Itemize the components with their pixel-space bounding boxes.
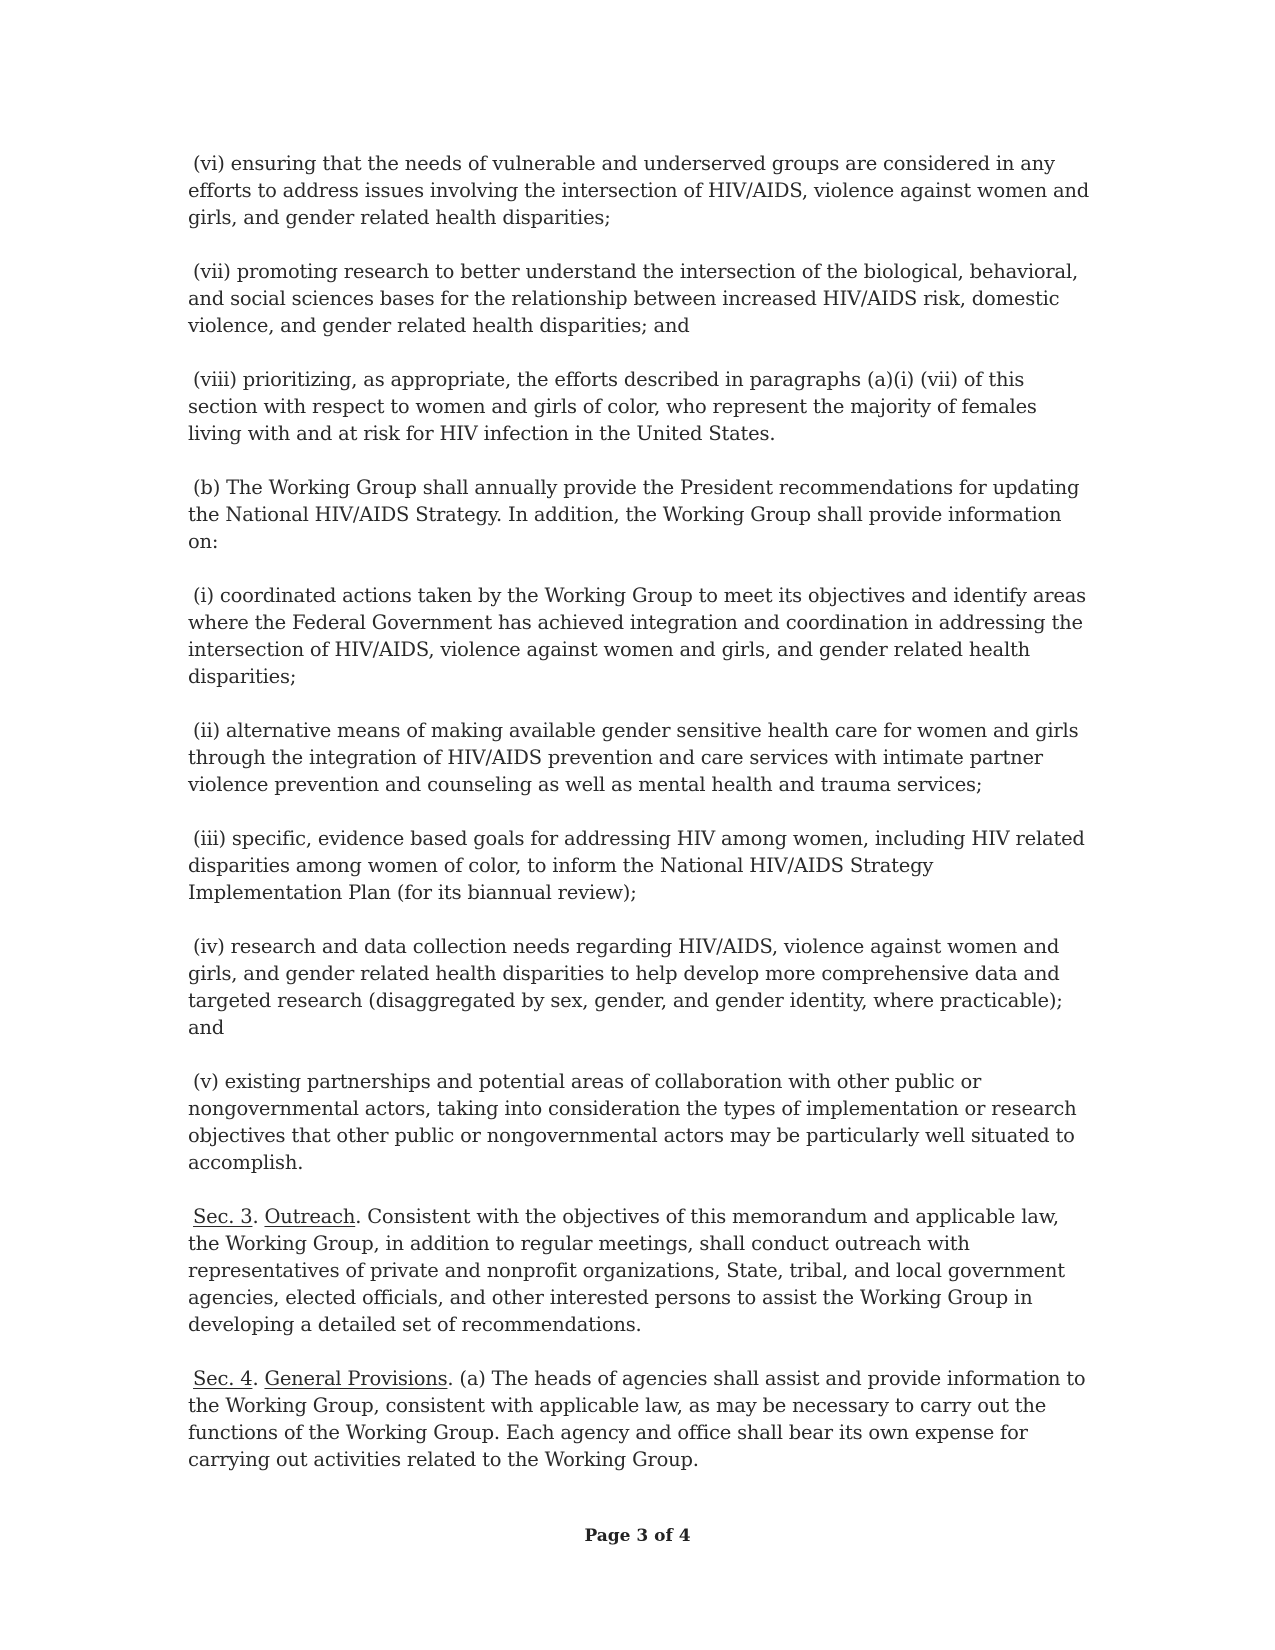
document-body	[188, 150, 1093, 1500]
section-4-number: Sec. 4	[193, 1367, 253, 1390]
paragraph-b-ii: (ii) alternative means of making available gender sensitive health care for women and girls through the integration of HIV/AIDS prevention and care services with intimate partner violence prevention and counseling as well as mental health and trauma services;	[188, 719, 1079, 796]
paragraph-vi: (vi) ensuring that the needs of vulnerable and underserved groups are considered in any efforts to address issues involving the intersection of HIV/AIDS, violence against women and girls, and gender related health disparities;	[188, 152, 1090, 229]
section-4-text: (a) The heads of agencies shall assist and provide information to the Working Group, consistent with applicable law, as may be necessary to carry out the functions of the Working Group. Each agency and office shall bear its own expense for carrying out activities related to the Working Group.	[188, 1367, 1086, 1471]
paragraph-b-iii: (iii) specific, evidence based goals for addressing HIV among women, including HIV related disparities among women of color, to inform the National HIV/AIDS Strategy Implementation Plan (for its biannual review);	[188, 827, 1085, 904]
page-number: Page 3 of 4	[584, 1526, 691, 1546]
paragraph-b-i: (i) coordinated actions taken by the Working Group to meet its objectives and identify areas where the Federal Government has achieved integration and coordination in addressing the intersection of HIV/AIDS, violence against women and girls, and gender related health disparities;	[188, 584, 1086, 688]
section-3-number: Sec. 3	[193, 1205, 253, 1228]
section-4: Sec. 4. General Provisions. (a) The heads of agencies shall assist and provide information to the Working Group, consistent with applicable law, as may be necessary to carry out the functions of the Working Group. Each agency and office shall bear its own expense for carrying out activities related to the Working Group.	[188, 1367, 1086, 1471]
section-3: Sec. 3. Outreach. Consistent with the objectives of this memorandum and applicable law, the Working Group, in addition to regular meetings, shall conduct outreach with representatives of private and nonprofit organizations, State, tribal, and local government agencies, elected officials, and other interested persons to assist the Working Group in developing a detailed set of recommendations.	[188, 1205, 1065, 1336]
paragraph-viii: (viii) prioritizing, as appropriate, the efforts described in paragraphs (a)(i) (vii) of this section with respect to women and girls of color, who represent the majority of females living with and at risk for HIV infection in the United States.	[188, 368, 1037, 445]
section-3-heading: Outreach	[264, 1205, 356, 1228]
section-3-text: Consistent with the objectives of this memorandum and applicable law, the Working Group, in addition to regular meetings, shall conduct outreach with representatives of private and nonprofit organizations, State, tribal, and local government agencies, elected officials, and other interested persons to assist the Working Group in developing a detailed set of recommendations.	[188, 1205, 1065, 1336]
paragraph-b-v: (v) existing partnerships and potential areas of collaboration with other public or nongovernmental actors, taking into consideration the types of implementation or research objectives that other public or nongovernmental actors may be particularly well situated to accomplish.	[188, 1070, 1077, 1174]
section-4-heading: General Provisions	[264, 1367, 448, 1390]
paragraph-b-iv: (iv) research and data collection needs regarding HIV/AIDS, violence against women and girls, and gender related health disparities to help develop more comprehensive data and targeted research (disaggregated by sex, gender, and gender identity, where practicable); and	[188, 935, 1063, 1039]
paragraph-vii: (vii) promoting research to better understand the intersection of the biological, behavioral, and social sciences bases for the relationship between increased HIV/AIDS risk, domestic violence, and gender related health disparities; and	[188, 260, 1078, 337]
paragraph-b: (b) The Working Group shall annually provide the President recommendations for updating the National HIV/AIDS Strategy. In addition, the Working Group shall provide information on:	[188, 476, 1080, 553]
